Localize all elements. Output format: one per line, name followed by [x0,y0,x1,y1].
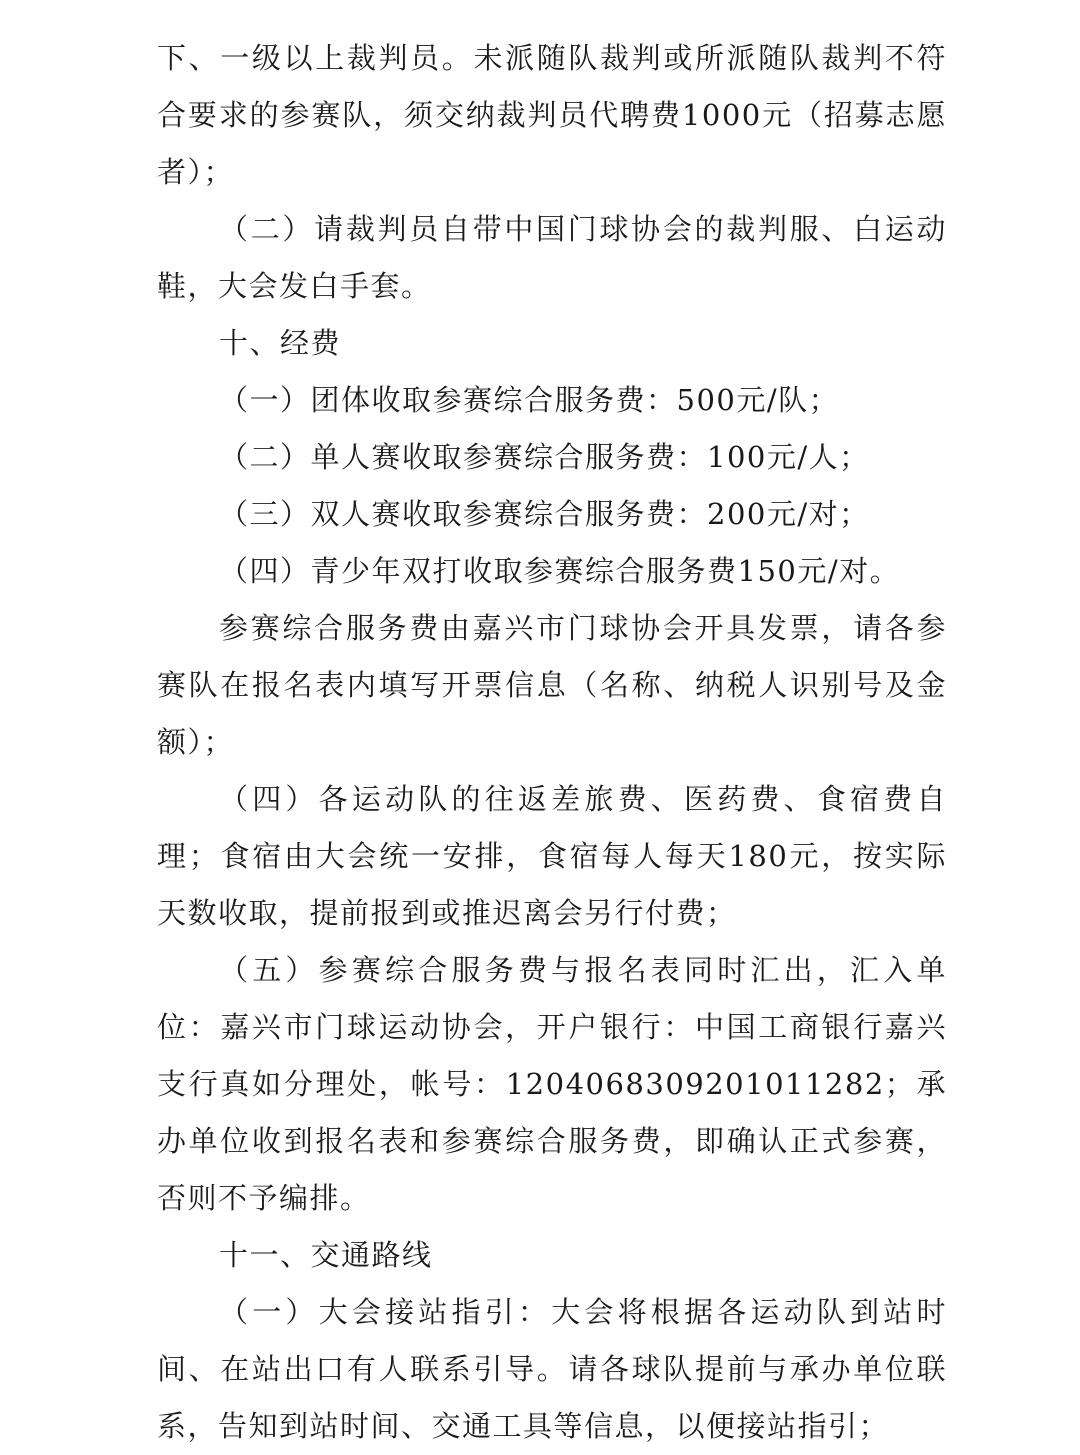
paragraph-invoice-info: 参赛综合服务费由嘉兴市门球协会开具发票，请各参赛队在报名表内填写开票信息（名称、纳税人识别号及金额）； [157,611,947,759]
section-heading-funding: 十、经费 [219,326,342,360]
paragraph-youth-doubles-fee: （四）青少年双打收取参赛综合服务费150元/对。 [219,554,901,588]
paragraph-referee-attire: （二）请裁判员自带中国门球协会的裁判服、白运动鞋，大会发白手套。 [157,212,947,303]
paragraph-station-pickup: （一）大会接站指引：大会将根据各运动队到站时间、在站出口有人联系引导。请各球队提前与承办单位联系，告知到站时间、交通工具等信息，以便接站指引； [157,1295,947,1443]
paragraph-referee-requirement: 下、一级以上裁判员。未派随队裁判或所派随队裁判不符合要求的参赛队，须交纳裁判员代聘费1000元（招募志愿者）； [157,41,947,189]
section-heading-transport: 十一、交通路线 [219,1238,433,1272]
paragraph-travel-expenses: （四）各运动队的往返差旅费、医药费、食宿费自理；食宿由大会统一安排，食宿每人每天180元，按实际天数收取，提前报到或推迟离会另行付费； [157,782,947,930]
document-body [157,30,947,1455]
paragraph-singles-fee: （二）单人赛收取参赛综合服务费：100元/人； [219,440,870,474]
paragraph-doubles-fee: （三）双人赛收取参赛综合服务费：200元/对； [219,497,870,531]
paragraph-payment-remittance: （五）参赛综合服务费与报名表同时汇出，汇入单位：嘉兴市门球运动协会，开户银行：中国工商银行嘉兴支行真如分理处，帐号：1204068309201011282；承办单位收到报名表和参赛综合服务费，即确认正式参赛，否则不予编排。 [157,953,947,1215]
paragraph-team-fee: （一）团体收取参赛综合服务费：500元/队； [219,383,840,417]
